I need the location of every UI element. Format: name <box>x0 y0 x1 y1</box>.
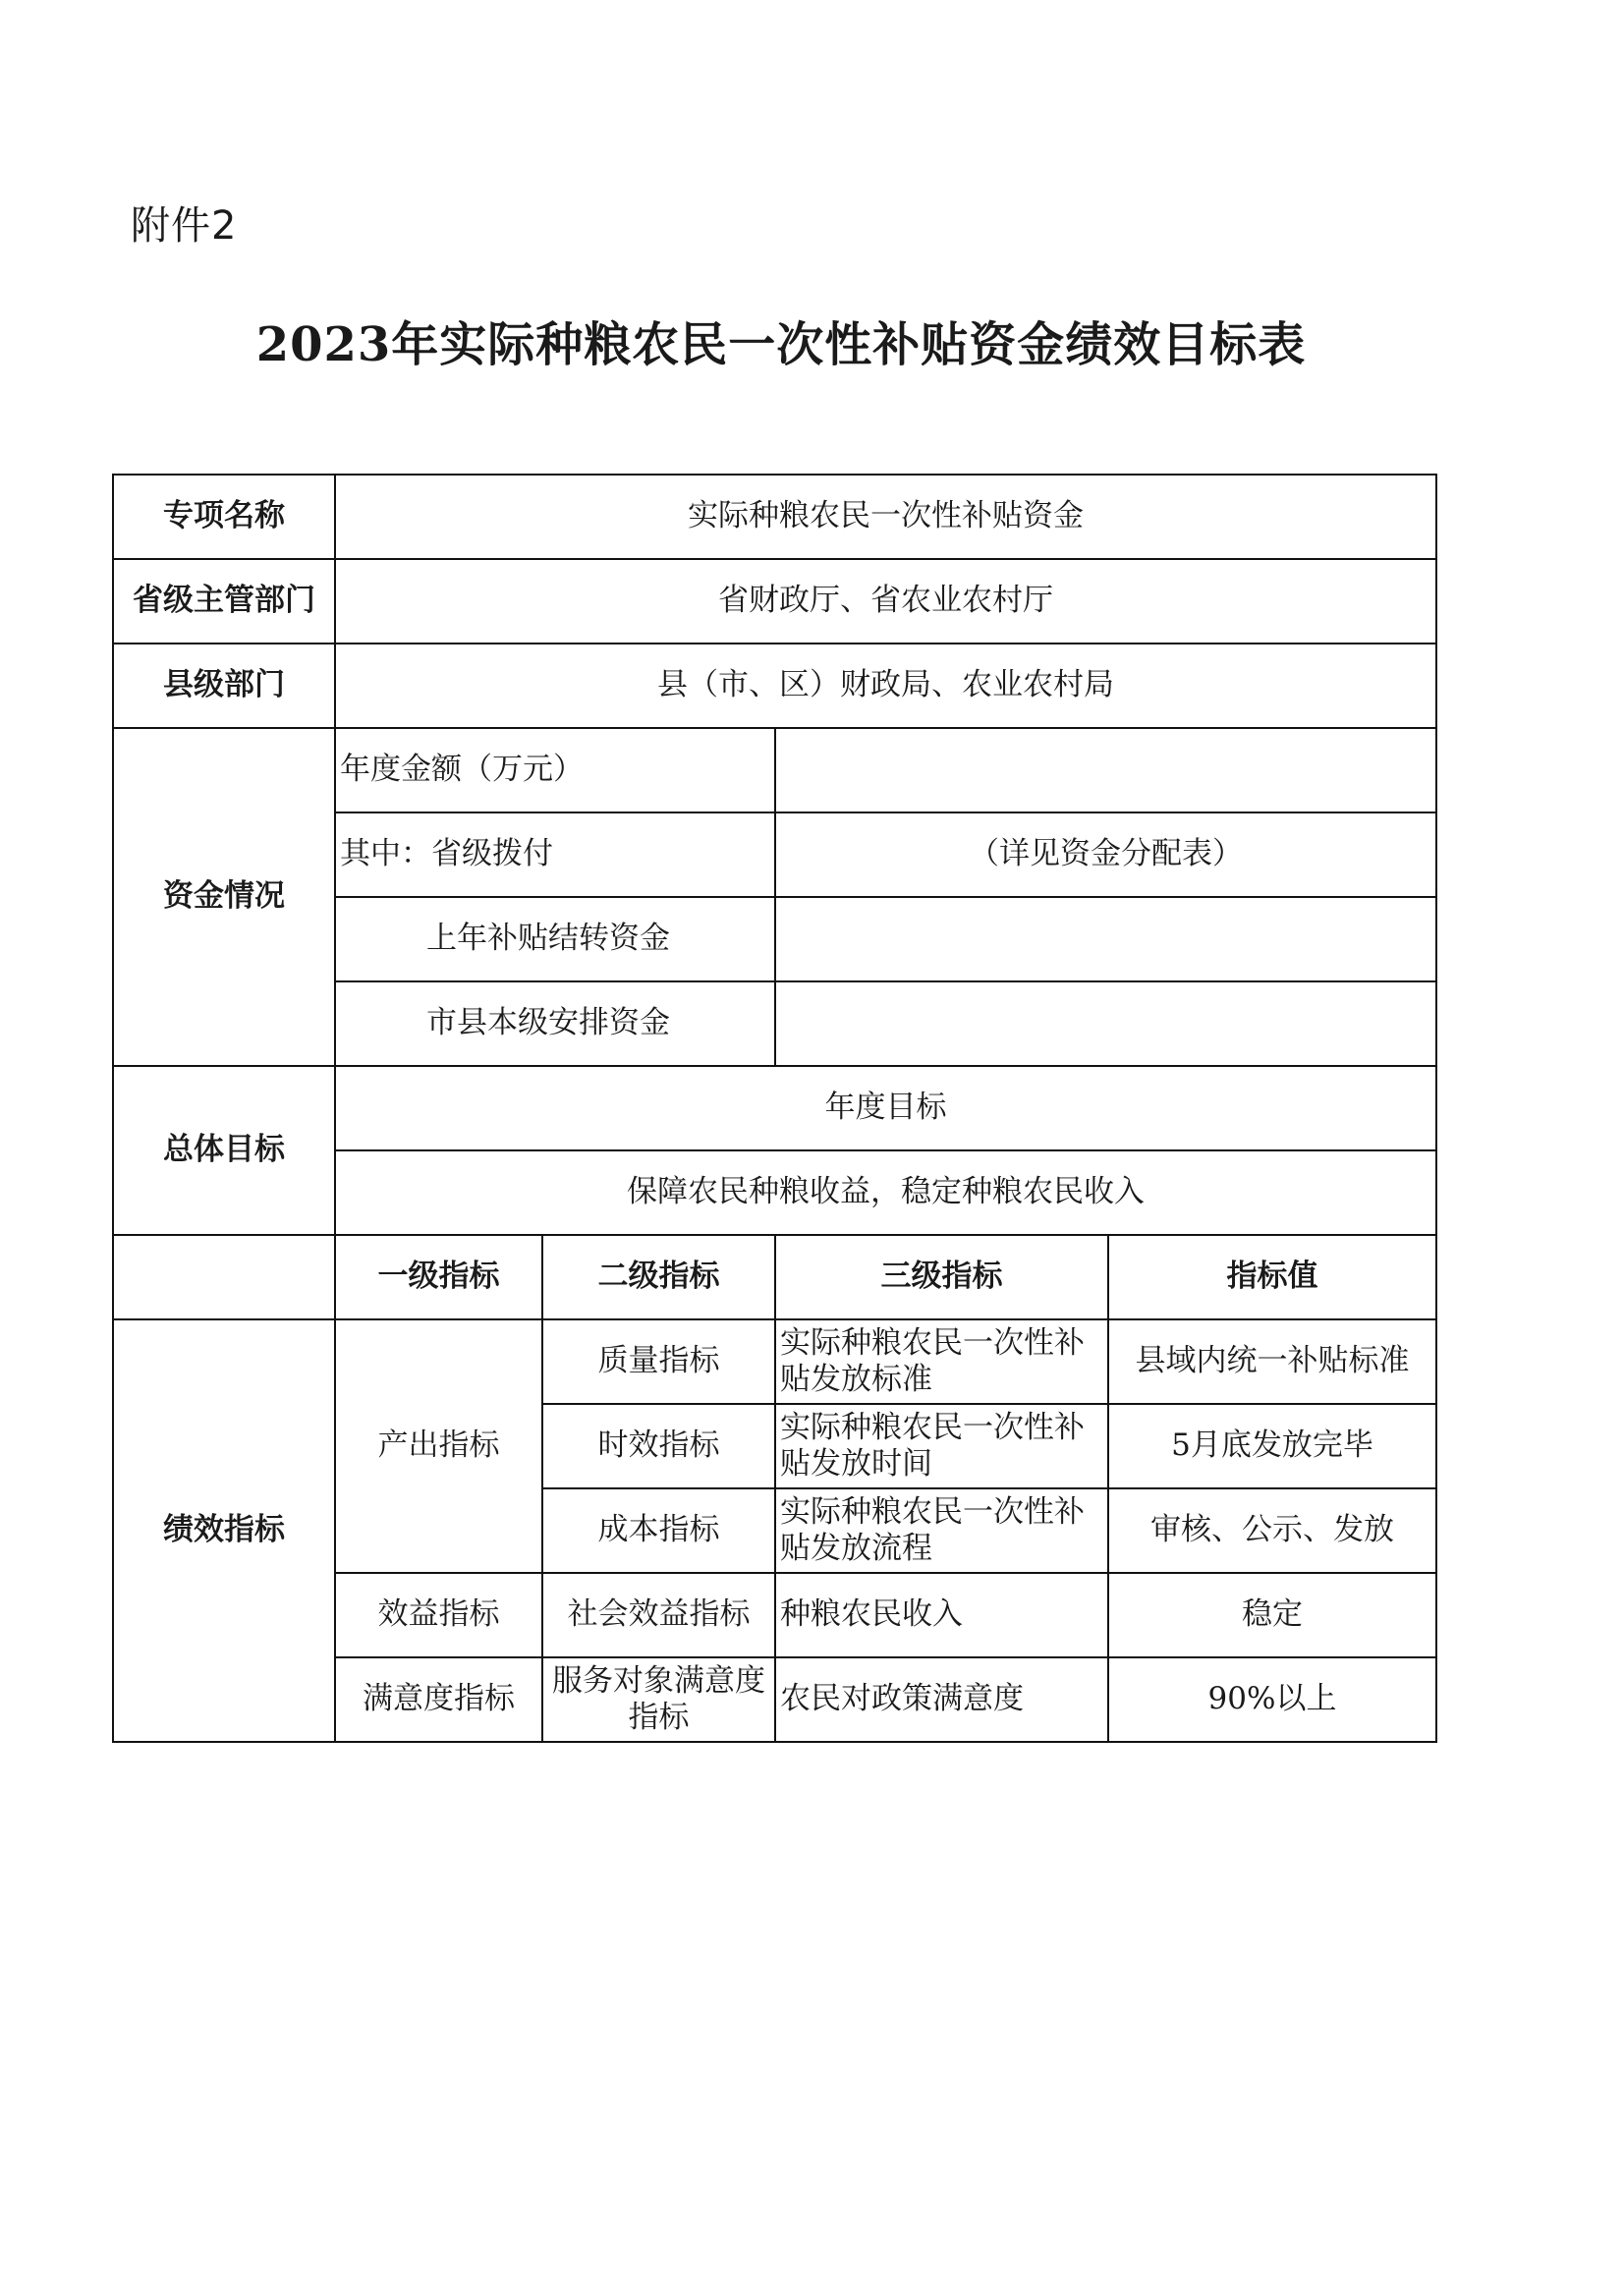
level1-output: 产出指标 <box>335 1319 542 1573</box>
funds-item-label: 上年补贴结转资金 <box>335 897 775 981</box>
level1-satisfaction: 满意度指标 <box>335 1657 542 1742</box>
performance-goal-table <box>112 474 1437 1743</box>
table-row <box>113 1066 1436 1150</box>
header-level2: 二级指标 <box>542 1235 775 1319</box>
attachment-label: 附件2 <box>131 203 238 249</box>
funds-item-label: 年度金额（万元） <box>335 728 775 812</box>
indicator-value: 90%以上 <box>1108 1657 1436 1742</box>
funds-item-value: （详见资金分配表） <box>775 812 1436 897</box>
level1-benefit: 效益指标 <box>335 1573 542 1657</box>
funds-item-label: 其中：省级拨付 <box>335 812 775 897</box>
funds-item-label: 市县本级安排资金 <box>335 981 775 1066</box>
level2-cell: 社会效益指标 <box>542 1573 775 1657</box>
table-header-row <box>113 1235 1436 1319</box>
level3-cell: 种粮农民收入 <box>775 1573 1108 1657</box>
project-name-value: 实际种粮农民一次性补贴资金 <box>335 475 1436 559</box>
indicator-value: 5月底发放完毕 <box>1108 1404 1436 1488</box>
funds-label: 资金情况 <box>113 728 335 1066</box>
indicator-value: 审核、公示、发放 <box>1108 1488 1436 1573</box>
level3-cell: 实际种粮农民一次性补贴发放时间 <box>775 1404 1108 1488</box>
table-row <box>113 728 1436 812</box>
table-row <box>113 475 1436 559</box>
level2-cell: 时效指标 <box>542 1404 775 1488</box>
county-dept-label: 县级部门 <box>113 644 335 728</box>
overall-goal-header: 年度目标 <box>335 1066 1436 1150</box>
blank-cell <box>113 1235 335 1319</box>
provincial-dept-value: 省财政厅、省农业农村厅 <box>335 559 1436 644</box>
header-level3: 三级指标 <box>775 1235 1108 1319</box>
header-value: 指标值 <box>1108 1235 1436 1319</box>
county-dept-value: 县（市、区）财政局、农业农村局 <box>335 644 1436 728</box>
table-row <box>113 559 1436 644</box>
funds-item-value <box>775 897 1436 981</box>
page-title: 2023年实际种粮农民一次性补贴资金绩效目标表 <box>255 317 1307 372</box>
overall-goal-label: 总体目标 <box>113 1066 335 1235</box>
funds-item-value <box>775 728 1436 812</box>
provincial-dept-label: 省级主管部门 <box>113 559 335 644</box>
funds-item-value <box>775 981 1436 1066</box>
level2-cell: 服务对象满意度指标 <box>542 1657 775 1742</box>
project-name-label: 专项名称 <box>113 475 335 559</box>
level3-cell: 实际种粮农民一次性补贴发放流程 <box>775 1488 1108 1573</box>
level3-cell: 实际种粮农民一次性补贴发放标准 <box>775 1319 1108 1404</box>
table-row <box>113 644 1436 728</box>
indicator-value: 稳定 <box>1108 1573 1436 1657</box>
level2-cell: 成本指标 <box>542 1488 775 1573</box>
table-row <box>113 1319 1436 1404</box>
overall-goal-value: 保障农民种粮收益，稳定种粮农民收入 <box>335 1150 1436 1235</box>
level2-cell: 质量指标 <box>542 1319 775 1404</box>
indicator-value: 县域内统一补贴标准 <box>1108 1319 1436 1404</box>
indicators-label: 绩效指标 <box>113 1319 335 1742</box>
level3-cell: 农民对政策满意度 <box>775 1657 1108 1742</box>
header-level1: 一级指标 <box>335 1235 542 1319</box>
